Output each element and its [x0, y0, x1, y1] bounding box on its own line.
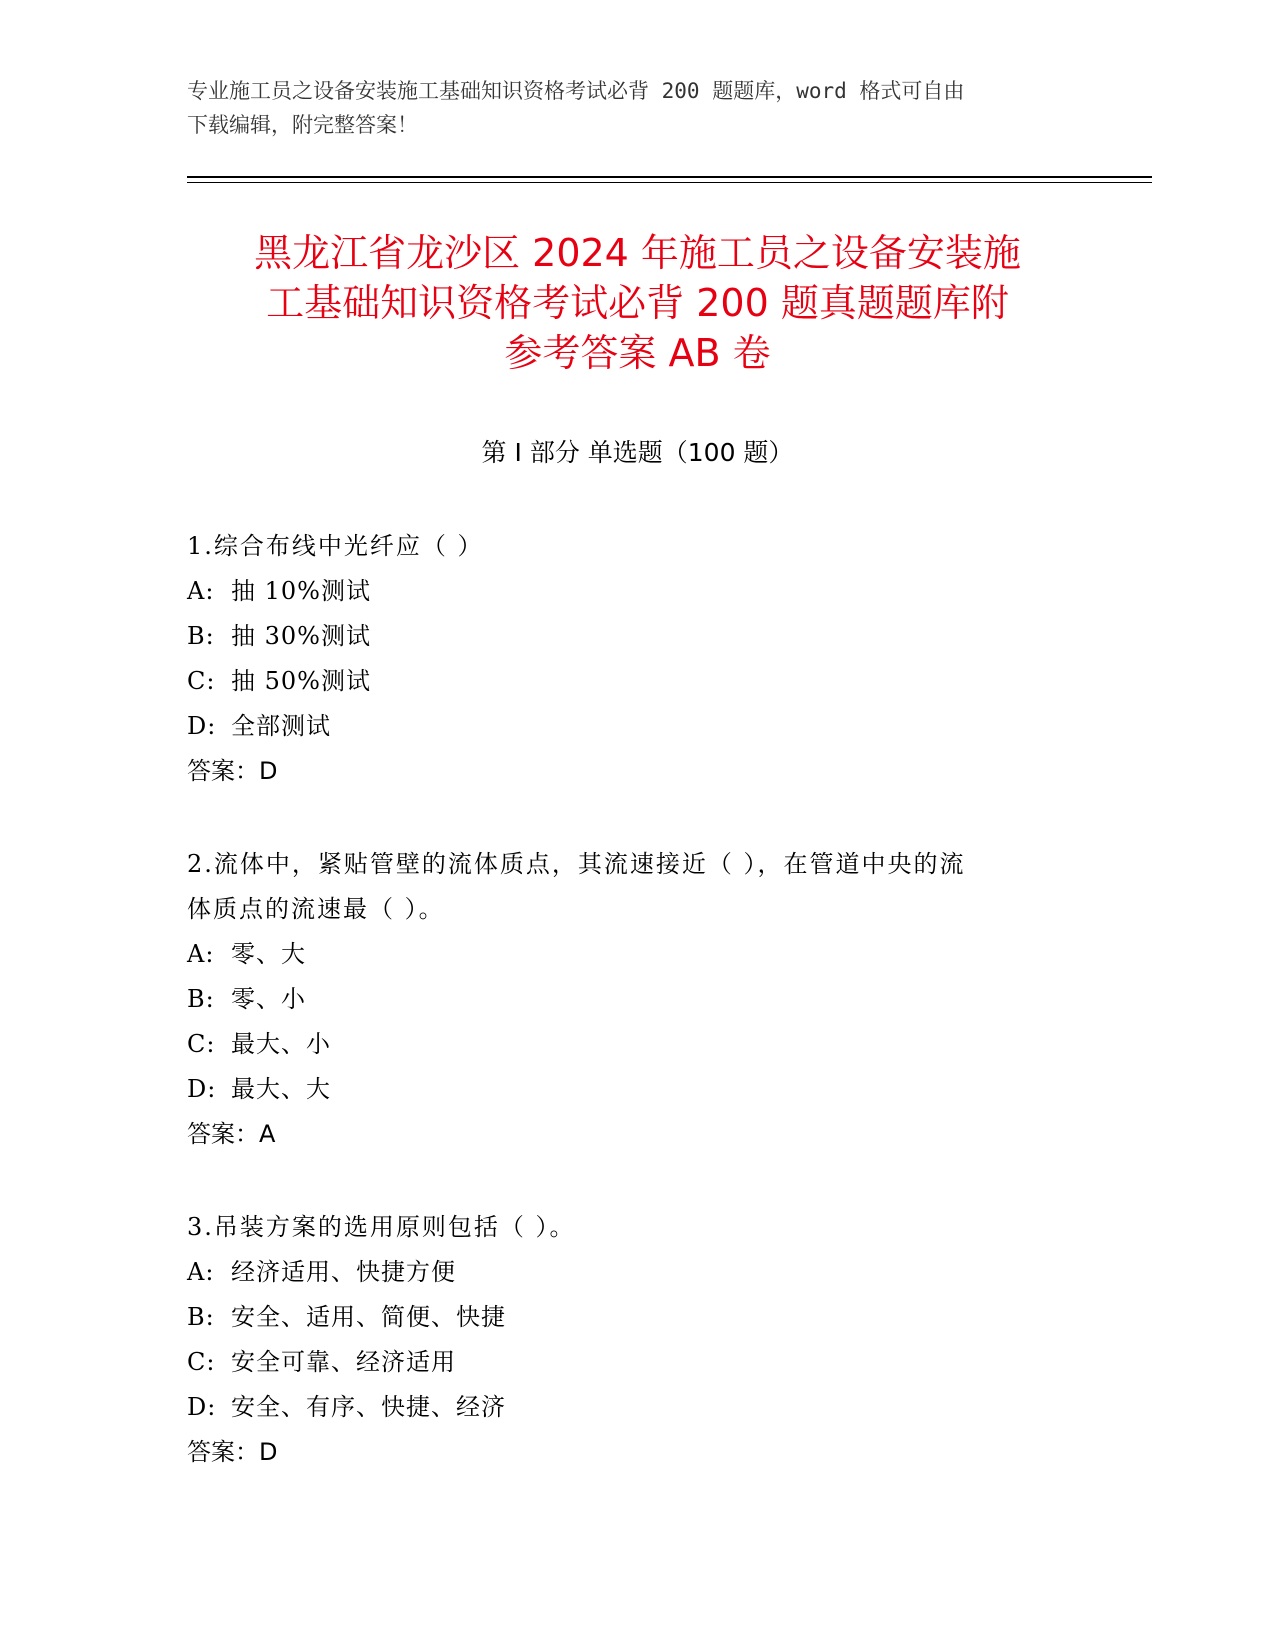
header-divider-thin: [187, 182, 1152, 183]
answer: 答案：A: [187, 1120, 276, 1148]
option-c: [187, 659, 1087, 704]
question-3: [187, 1205, 1087, 1475]
option-b: [187, 614, 1087, 659]
document-title-line-2: 工基础知识资格考试必背 200 题真题题库附: [266, 281, 1009, 325]
document-title-line-3: 参考答案 AB 卷: [504, 331, 771, 375]
answer: 答案：D: [187, 757, 278, 785]
option-letter: A:: [187, 1258, 215, 1286]
option-b: [187, 977, 1087, 1022]
section-heading: 第 I 部分 单选题（100 题）: [481, 438, 794, 467]
header-divider-thick: [187, 176, 1152, 178]
question-1: [187, 524, 1087, 794]
option-text: 零、大: [231, 940, 306, 968]
option-letter: B:: [187, 985, 215, 1013]
option-text: 安全、适用、简便、快捷: [231, 1303, 506, 1331]
header-note: [187, 74, 1067, 142]
option-c: [187, 1340, 1087, 1385]
option-text: 经济适用、快捷方便: [231, 1258, 456, 1286]
option-text: 全部测试: [231, 712, 331, 740]
option-letter: C:: [187, 1348, 216, 1376]
option-text: 抽 30%测试: [231, 622, 371, 650]
header-note-line-1: 专业施工员之设备安装施工基础知识资格考试必背 200 题题库，word 格式可自由: [187, 79, 965, 103]
option-d: [187, 704, 1087, 749]
option-letter: D:: [187, 1393, 217, 1421]
option-text: 抽 10%测试: [231, 577, 371, 605]
option-letter: C:: [187, 1030, 216, 1058]
document-title: [170, 228, 1105, 378]
option-text: 最大、大: [231, 1075, 331, 1103]
option-c: [187, 1022, 1087, 1067]
question-stem: 1.综合布线中光纤应（ ）: [187, 532, 484, 560]
question-stem: 3.吊装方案的选用原则包括（ ）。: [187, 1213, 576, 1241]
question-2: [187, 842, 1087, 1157]
header-note-line-2: 下载编辑，附完整答案！: [187, 113, 418, 137]
question-stem-line-2: 体质点的流速最（ ）。: [187, 895, 445, 923]
option-letter: A:: [187, 577, 215, 605]
option-letter: C:: [187, 667, 216, 695]
document-title-line-1: 黑龙江省龙沙区 2024 年施工员之设备安装施: [254, 231, 1021, 275]
option-text: 抽 50%测试: [231, 667, 371, 695]
option-a: [187, 932, 1087, 977]
question-stem-line-1: 2.流体中，紧贴管壁的流体质点，其流速接近（ ），在管道中央的流: [187, 850, 966, 878]
option-text: 最大、小: [231, 1030, 331, 1058]
option-text: 安全可靠、经济适用: [231, 1348, 456, 1376]
option-letter: D:: [187, 1075, 217, 1103]
option-a: [187, 1250, 1087, 1295]
option-letter: D:: [187, 712, 217, 740]
option-letter: B:: [187, 622, 215, 650]
option-text: 零、小: [231, 985, 306, 1013]
option-d: [187, 1067, 1087, 1112]
option-letter: B:: [187, 1303, 215, 1331]
option-d: [187, 1385, 1087, 1430]
option-letter: A:: [187, 940, 215, 968]
option-text: 安全、有序、快捷、经济: [231, 1393, 506, 1421]
answer: 答案：D: [187, 1438, 278, 1466]
option-a: [187, 569, 1087, 614]
option-b: [187, 1295, 1087, 1340]
